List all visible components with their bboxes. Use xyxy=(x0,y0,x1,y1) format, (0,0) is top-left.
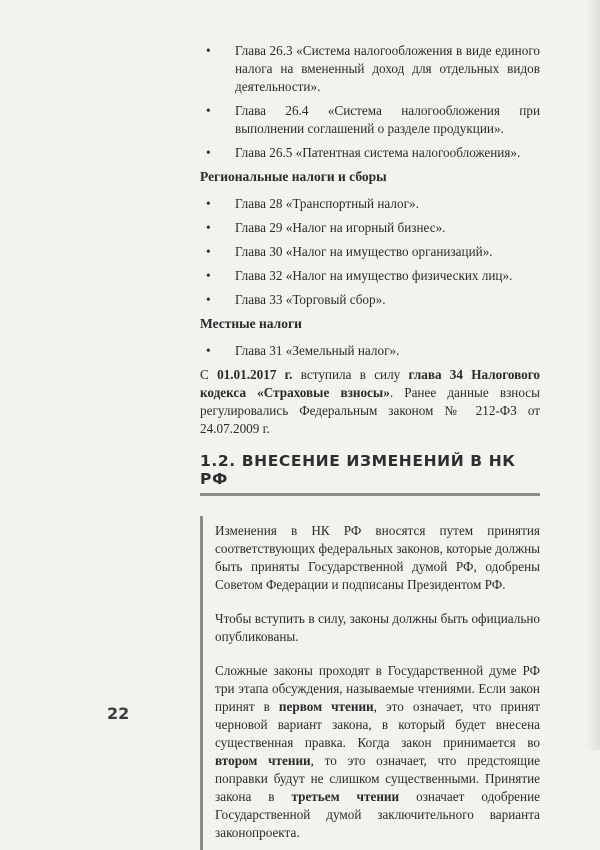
box-paragraph: Сложные законы проходят в Государственной думе РФ три этапа обсуждения, называемые чтениями. Если закон принят в первом чтении, это означает, что принят черновой вариант закона, в который будет внесена существенная правка. Когда закон принимается во втором чтении, то это означает, что предстоящие поправки будут не слишком существенными. Принятие закона в третьем чтении означает одобрение Государственной думой заключительного варианта законопроекта. xyxy=(215,663,540,840)
regional-taxes-list xyxy=(200,195,540,309)
bullet-icon: • xyxy=(206,220,211,235)
page-content xyxy=(200,42,540,850)
list-item: • Глава 28 «Транспортный налог». xyxy=(206,196,419,211)
page-edge-shadow xyxy=(586,0,600,750)
list-item: • Глава 33 «Торговый сбор». xyxy=(206,292,386,307)
bullet-icon: • xyxy=(206,244,211,259)
federal-chapters-list xyxy=(200,42,540,162)
list-item: • Глава 29 «Налог на игорный бизнес». xyxy=(206,220,446,235)
bullet-icon: • xyxy=(206,145,211,160)
list-item: • Глава 31 «Земельный налог». xyxy=(206,343,400,358)
list-item: • Глава 26.3 «Система налогообложения в виде единого налога на вмененный доход для отдельных видов деятельности». xyxy=(206,43,540,94)
local-taxes-heading: Местные налоги xyxy=(200,316,302,331)
insurance-contributions-paragraph: С 01.01.2017 г. вступила в силу глава 34 Налогового кодекса «Страховые взносы». Ранее данные взносы регулировались Федеральным законом № 212-ФЗ от 24.07.2009 г. xyxy=(200,367,541,436)
amendments-box xyxy=(200,516,540,850)
list-item: • Глава 32 «Налог на имущество физических лиц». xyxy=(206,268,513,283)
bullet-icon: • xyxy=(206,103,211,118)
regional-taxes-heading: Региональные налоги и сборы xyxy=(200,169,387,184)
bullet-icon: • xyxy=(206,292,211,307)
list-item: • Глава 26.5 «Патентная система налогообложения». xyxy=(206,145,521,160)
box-paragraph: Чтобы вступить в силу, законы должны быть официально опубликованы. xyxy=(215,611,540,644)
page-number: 22 xyxy=(107,704,130,723)
bullet-icon: • xyxy=(206,343,211,358)
list-item: • Глава 30 «Налог на имущество организаций». xyxy=(206,244,493,259)
local-taxes-list xyxy=(200,342,540,360)
box-paragraph: Изменения в НК РФ вносятся путем принятия соответствующих федеральных законов, которые должны быть приняты Государственной думой РФ, одобрены Советом Федерации и подписаны Президентом РФ. xyxy=(215,523,540,592)
bullet-icon: • xyxy=(206,43,211,58)
bullet-icon: • xyxy=(206,196,211,211)
section-title: 1.2. ВНЕСЕНИЕ ИЗМЕНЕНИЙ В НК РФ xyxy=(200,452,540,496)
list-item: • Глава 26.4 «Система налогообложения при выполнении соглашений о разделе продукции». xyxy=(206,103,540,136)
bullet-icon: • xyxy=(206,268,211,283)
